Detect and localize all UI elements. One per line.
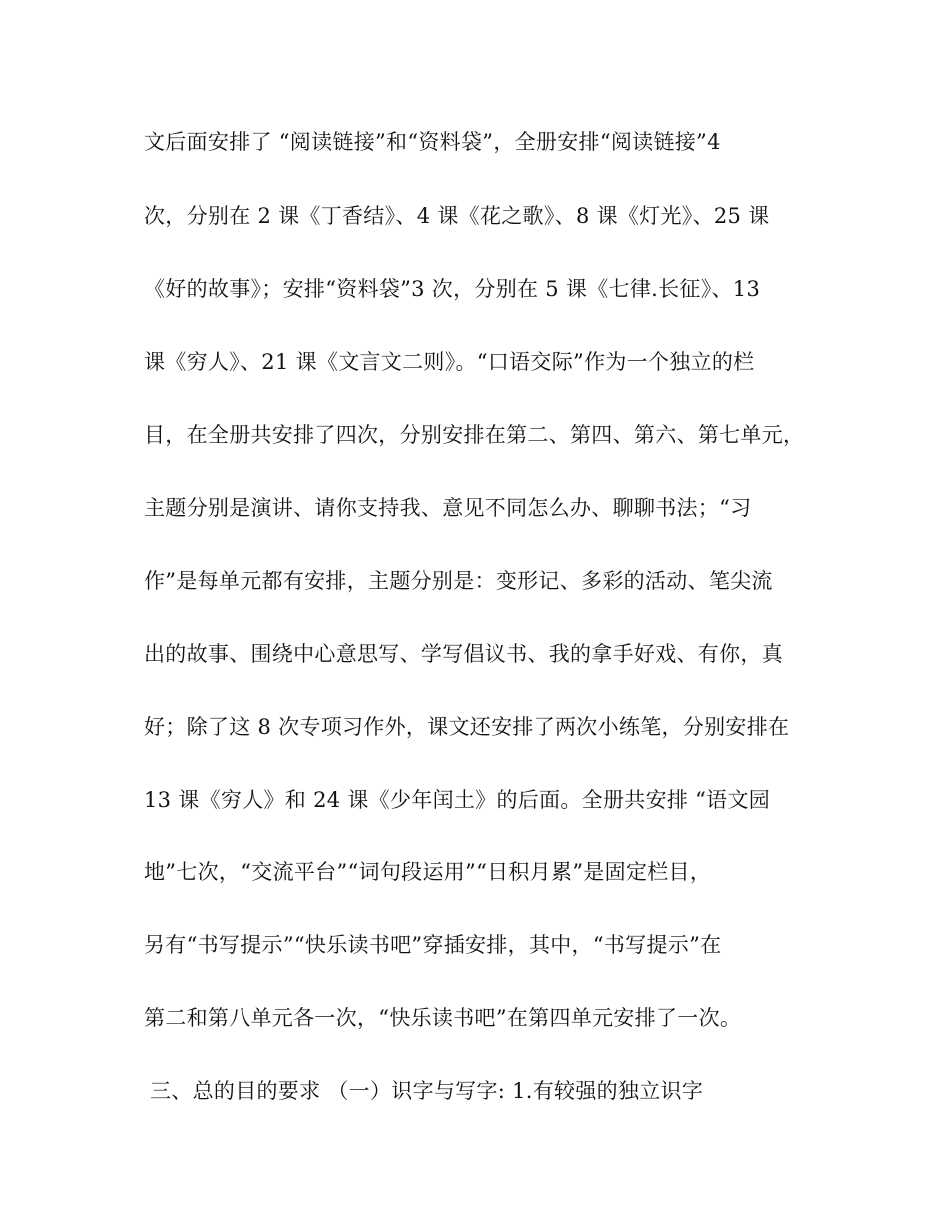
- paragraph-line-6: 主题分别是演讲、请你支持我、意见不同怎么办、聊聊书法；“习: [144, 496, 752, 520]
- section-heading-line: 三、总的目的要求 （一）识字与写字: 1.有较强的独立识字: [150, 1079, 704, 1103]
- paragraph-line-5: 目，在全册共安排了四次，分别安排在第二、第四、第六、第七单元，: [144, 423, 805, 447]
- paragraph-line-9: 好；除了这 8 次专项习作外，课文还安排了两次小练笔，分别安排在: [144, 715, 790, 739]
- paragraph-line-8: 出的故事、围绕中心意思写、学写倡议书、我的拿手好戏、有你，真: [144, 642, 783, 666]
- paragraph-line-7: 作”是每单元都有安排，主题分别是：变形记、多彩的活动、笔尖流: [144, 569, 773, 593]
- paragraph-line-4: 课《穷人》、21 课《文言文二则》。“口语交际”作为一个独立的栏: [144, 350, 755, 374]
- paragraph-line-12: 另有“书写提示”“快乐读书吧”穿插安排，其中，“书写提示”在: [144, 933, 722, 957]
- paragraph-line-2: 次，分别在 2 课《丁香结》、4 课《花之歌》、8 课《灯光》、25 课: [144, 204, 770, 228]
- paragraph-line-3: 《好的故事》；安排“资料袋”3 次，分别在 5 课《七律.长征》、13: [144, 277, 761, 301]
- paragraph-line-11: 地”七次，“交流平台”“词句段运用”“日积月累”是固定栏目，: [144, 860, 712, 884]
- paragraph-line-13: 第二和第八单元各一次，“快乐读书吧”在第四单元安排了一次。: [144, 1006, 742, 1030]
- paragraph-line-1: 文后面安排了 “阅读链接”和“资料袋”，全册安排“阅读链接”4: [144, 130, 721, 154]
- paragraph-line-10: 13 课《穷人》和 24 课《少年闰土》的后面。全册共安排 “语文园: [144, 788, 771, 812]
